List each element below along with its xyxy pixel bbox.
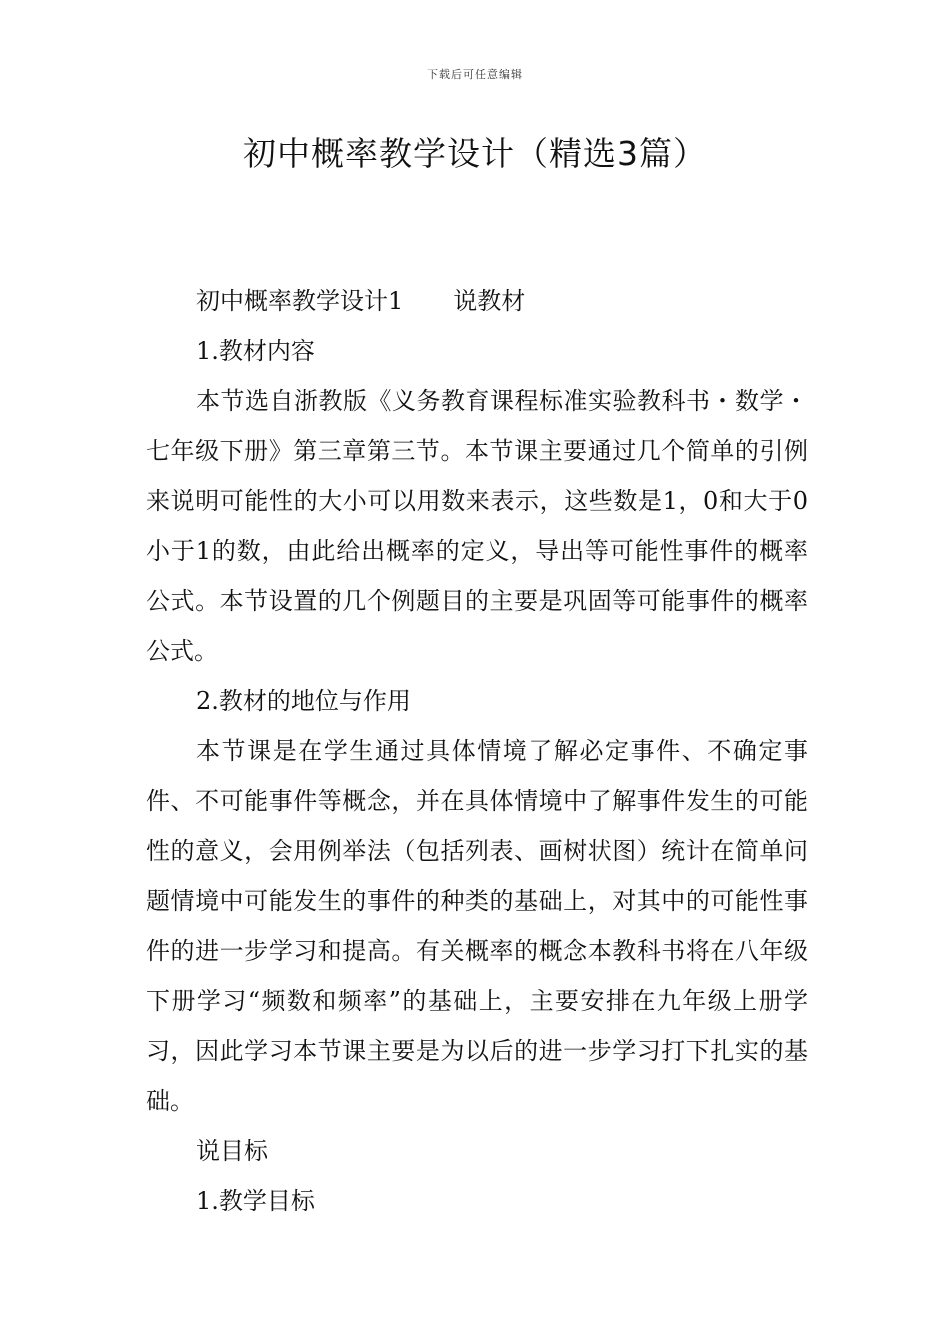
document-body xyxy=(146,276,808,1226)
paragraph-item-heading: 1.教材内容 xyxy=(196,337,315,365)
paragraph-item-heading: 1.教学目标 xyxy=(196,1187,315,1215)
section-heading-line xyxy=(146,276,808,326)
section-subheading: 说目标 xyxy=(196,1137,268,1165)
paragraph: 本节课是在学生通过具体情境了解必定事件、不确定事件、不可能事件等概念，并在具体情境中了解事件发生的可能性的意义，会用例举法（包括列表、画树状图）统计在简单问题情境中可能发生的事件的种类的基础上，对其中的可能性事件的进一步学习和提高。有关概率的概念本教科书将在八年级下册学习“频数和频率”的基础上，主要安排在九年级上册学习，因此学习本节课主要是为以后的进一步学习打下扎实的基础。 xyxy=(146,737,808,1115)
section-heading: 初中概率教学设计1 xyxy=(196,287,404,315)
paragraph-item-heading: 2.教材的地位与作用 xyxy=(196,687,411,715)
section-subheading: 说教材 xyxy=(453,287,526,315)
document-title: 初中概率教学设计（精选3篇） xyxy=(243,134,707,173)
header-note: 下载后可任意编辑 xyxy=(427,68,523,81)
paragraph: 本节选自浙教版《义务教育课程标准实验教科书・数学・七年级下册》第三章第三节。本节课主要通过几个简单的引例来说明可能性的大小可以用数来表示，这些数是1，0和大于0小于1的数，由此给出概率的定义，导出等可能性事件的概率公式。本节设置的几个例题目的主要是巩固等可能事件的概率公式。 xyxy=(146,387,808,665)
